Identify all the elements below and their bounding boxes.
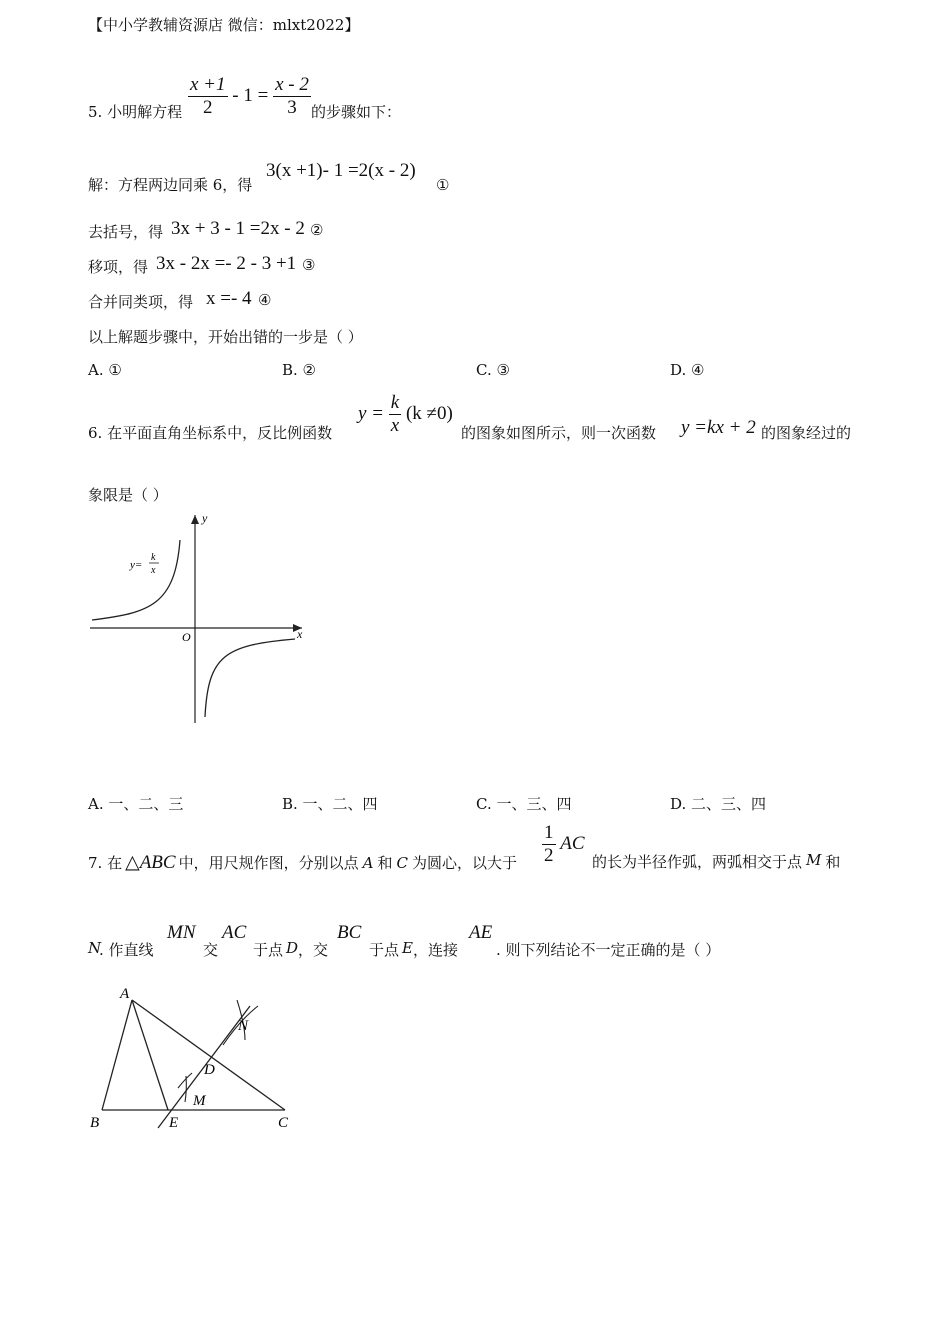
q5-step2-math: 3x + 3 - 1 =2x - 2: [171, 218, 305, 239]
curve-label-x: x: [151, 565, 156, 576]
y-axis-label: y: [202, 511, 208, 525]
q7-jiao2: ，交: [298, 941, 329, 959]
q7-line1-end: [592, 851, 840, 872]
q5-step4-math: x =- 4: [206, 288, 252, 309]
segment-ab: [102, 1000, 132, 1110]
q7-half-numerator: 1: [544, 822, 554, 843]
q6-option-a[interactable]: A. 一、二、三: [88, 795, 184, 813]
label-c: C: [278, 1115, 289, 1131]
q7-line2-a: . 作直线: [99, 941, 154, 959]
q5-minus-one: - 1 =: [232, 84, 269, 106]
q7-point-m: M: [806, 851, 822, 869]
q5-question: 以上解题步骤中，开始出错的一步是（ ）: [88, 328, 363, 346]
q7-and2: 和: [825, 853, 841, 871]
q5-step2-text: 去括号，得: [88, 223, 164, 241]
label-a: A: [120, 986, 130, 1002]
q5-option-a[interactable]: A. ①: [88, 361, 122, 379]
q7-text2: 为圆心，以大于: [411, 854, 517, 872]
hyperbola-branch-left: [92, 540, 180, 620]
q5-step4-text: 合并同类项，得: [88, 293, 194, 311]
label-n: N: [238, 1018, 249, 1034]
curve-label-y: y=: [130, 559, 143, 571]
q7-point-a: A: [362, 853, 374, 872]
q5-prefix: 5. 小明解方程: [88, 103, 183, 121]
q5-step1-math: 3(x +1)- 1 =2(x - 2): [266, 160, 416, 181]
q6-suffix: 的图象经过的: [761, 424, 852, 442]
q5-suffix: 的步骤如下：: [311, 103, 402, 121]
q5-equation: [188, 74, 311, 119]
curve-label-k: k: [151, 552, 156, 563]
q7-ac: AC: [222, 922, 247, 943]
q6-option-b[interactable]: B. 一、二、四: [282, 795, 378, 813]
q6-line2: 象限是（ ）: [88, 486, 168, 504]
q6-func-numerator: k: [390, 392, 400, 413]
q7-yudian: 于点: [253, 941, 284, 959]
q6-linear-function: y =kx + 2: [681, 417, 756, 438]
origin-label: O: [182, 630, 191, 644]
q5-step1-text: 解：方程两边同乘 6，得: [88, 176, 253, 194]
x-axis-label: x: [297, 627, 303, 641]
q5-option-d[interactable]: D. ④: [670, 361, 705, 379]
q7-ae: AE: [469, 922, 493, 943]
q7-yudian2: 于点: [369, 941, 400, 959]
header-watermark: 【中小学教辅资源店 微信：mlxt2022】: [88, 16, 360, 34]
y-axis-arrow-icon: [191, 515, 199, 524]
q5-step3-mark: ③: [302, 256, 316, 274]
hyperbola-branch-right: [205, 639, 295, 717]
q7-half-denominator: 2: [544, 845, 554, 866]
q7-point-d: D: [286, 939, 299, 957]
label-m: M: [193, 1093, 206, 1109]
q7-line2-mid2: [369, 939, 458, 960]
label-b: B: [90, 1115, 100, 1131]
q7-jiao: 交: [203, 941, 219, 959]
q7-and: 和: [377, 854, 393, 872]
q5-step3-math: 3x - 2x =- 2 - 3 +1: [156, 253, 297, 274]
segment-ac: [132, 1000, 285, 1110]
q6-func-denominator: x: [390, 415, 400, 436]
q5-lhs-numerator: x +1: [190, 74, 226, 95]
q6-prefix: 6. 在平面直角坐标系中，反比例函数: [88, 424, 333, 442]
label-e: E: [169, 1115, 179, 1131]
q7-text1: 中，用尺规作图，分别以点: [178, 854, 359, 872]
q7-point-c: C: [396, 853, 408, 872]
q7-half-ac: [542, 822, 585, 867]
q6-func-condition: (k ≠0): [405, 402, 453, 424]
q7-point-e: E: [402, 939, 413, 957]
q6-middle: 的图象如图所示，则一次函数: [461, 424, 657, 442]
q6-option-c[interactable]: C. 一、三、四: [476, 795, 572, 813]
q5-rhs-numerator: x - 2: [275, 74, 309, 95]
q5-lhs-denominator: 2: [203, 97, 213, 118]
segment-ae: [132, 1000, 168, 1110]
q7-triangle: △ABC: [125, 852, 176, 873]
q6-option-d[interactable]: D. 二、三、四: [670, 795, 767, 813]
q7-line1: [88, 851, 517, 874]
q6-func-y: y =: [358, 402, 385, 424]
q5-step4-mark: ④: [258, 291, 272, 309]
q7-bc: BC: [337, 922, 362, 943]
label-d: D: [204, 1062, 215, 1078]
q7-line2-mid: [253, 939, 328, 960]
q7-point-n: N: [88, 939, 102, 957]
q5-rhs-denominator: 3: [287, 97, 297, 118]
q7-lianjie: ，连接: [412, 941, 458, 959]
q7-half-ac-label: AC: [560, 832, 585, 854]
q7-prefix: 7. 在: [88, 854, 123, 872]
q7-mn: MN: [167, 922, 196, 943]
q5-option-b[interactable]: B. ②: [282, 361, 317, 379]
q5-step1-mark: ①: [436, 176, 450, 194]
q5-option-c[interactable]: C. ③: [476, 361, 510, 379]
q7-figure: [80, 980, 310, 1140]
q6-graph: [80, 505, 320, 735]
q5-step2-mark: ②: [310, 221, 324, 239]
q7-line2-end: . 则下列结论不一定正确的是（ ）: [496, 941, 721, 959]
q6-inverse-function: [358, 392, 453, 437]
q5-step3-text: 移项，得: [88, 258, 149, 276]
q7-text3: 的长为半径作弧，两弧相交于点: [592, 853, 803, 871]
